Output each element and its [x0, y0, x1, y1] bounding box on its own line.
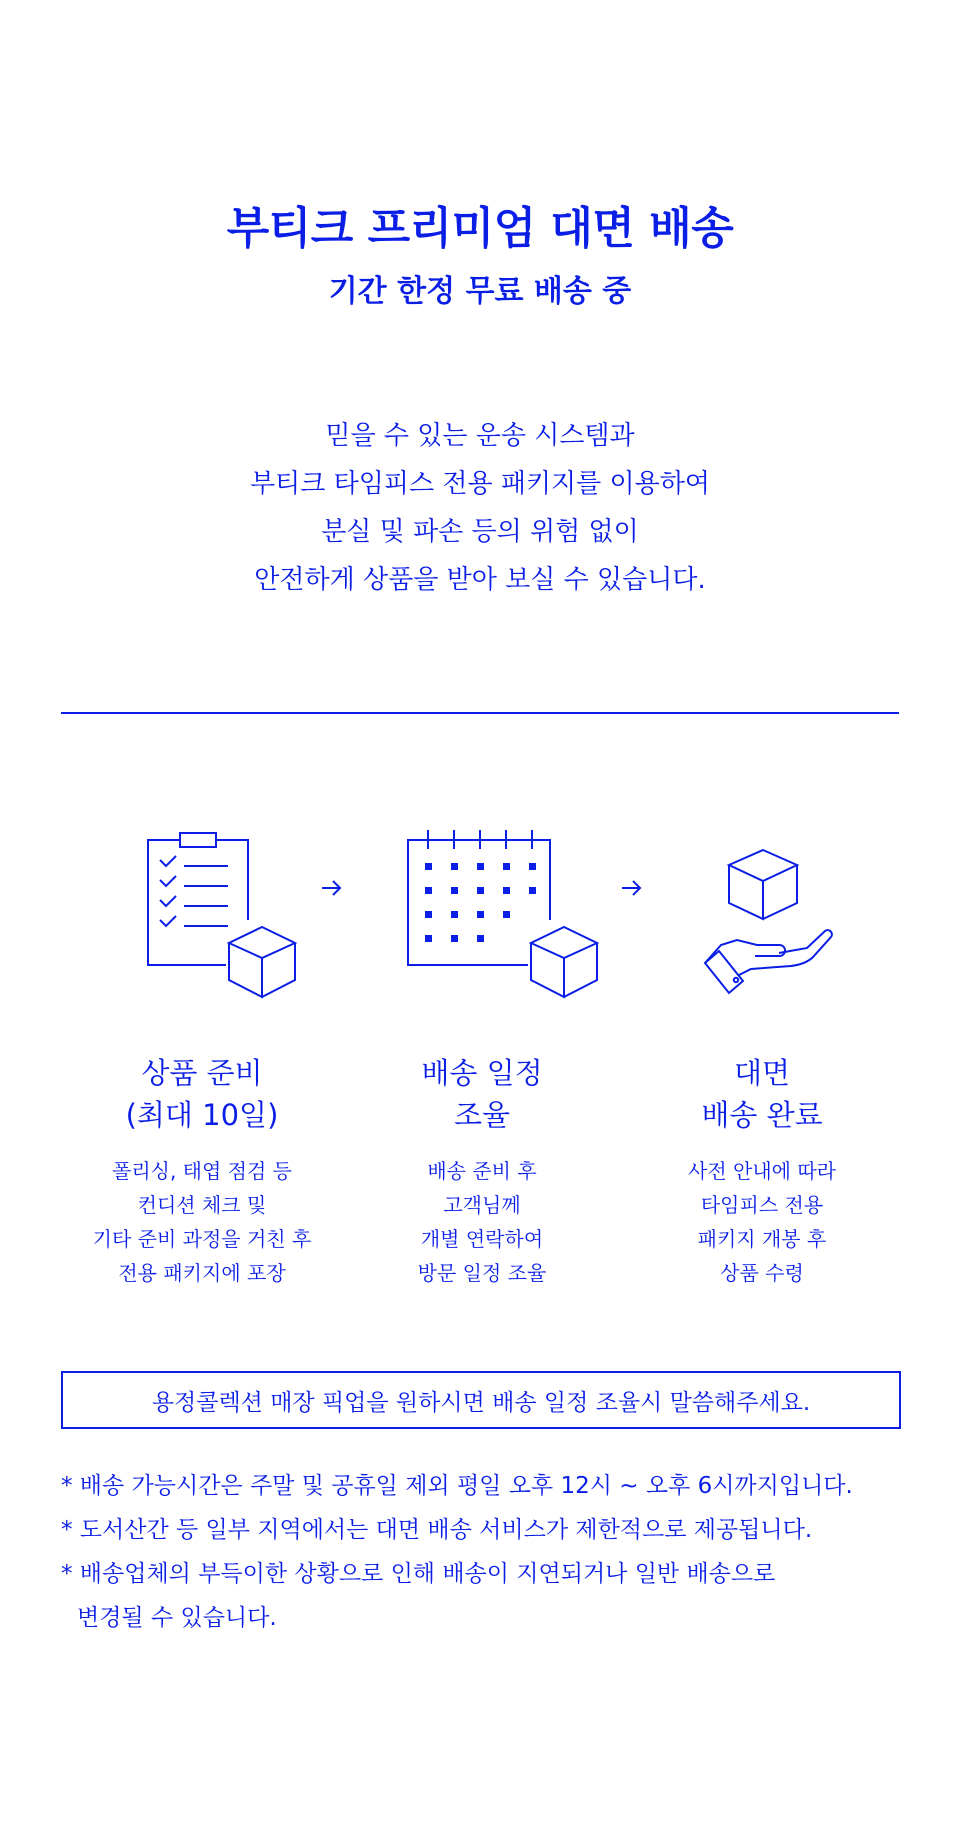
arrow-right-icon — [620, 878, 644, 898]
step-desc-line: 기타 준비 과정을 거친 후 — [92, 1227, 312, 1251]
arrow-right-icon — [320, 878, 344, 898]
step-title-prepare — [62, 1052, 342, 1136]
intro-text — [0, 412, 960, 604]
intro-line: 부티크 타임피스 전용 패키지를 이용하여 — [249, 469, 711, 499]
hand-box-icon — [695, 845, 835, 1010]
calendar-box-icon — [400, 825, 600, 1005]
note-line: * 배송업체의 부득이한 상황으로 인해 배송이 지연되거나 일반 배송으로 — [61, 1561, 776, 1587]
step-title-line: (최대 10일) — [125, 1098, 279, 1132]
step-desc-prepare — [62, 1154, 342, 1290]
step-desc-line: 방문 일정 조율 — [417, 1261, 547, 1285]
step-title-line: 배송 완료 — [701, 1098, 823, 1132]
pickup-notice-text: 용정콜렉션 매장 픽업을 원하시면 배송 일정 조율시 말씀해주세요. — [151, 1389, 811, 1416]
step-desc-line: 고객님께 — [443, 1193, 521, 1217]
step-desc-line: 상품 수령 — [720, 1261, 804, 1285]
delivery-notes — [61, 1464, 921, 1640]
intro-line: 분실 및 파손 등의 위험 없이 — [321, 517, 639, 547]
step-desc-line: 타임피스 전용 — [700, 1193, 824, 1217]
step-desc-complete — [622, 1154, 902, 1290]
step-desc-line: 패키지 개봉 후 — [697, 1227, 827, 1251]
clipboard-box-icon — [140, 825, 300, 1005]
step-title-line: 조율 — [453, 1098, 511, 1132]
step-title-complete — [622, 1052, 902, 1136]
step-title-schedule — [342, 1052, 622, 1136]
step-title-line: 대면 — [733, 1056, 791, 1090]
pickup-notice-box — [61, 1371, 901, 1429]
step-desc-line: 폴리싱, 태엽 점검 등 — [112, 1159, 292, 1183]
step-desc-line: 개별 연락하여 — [420, 1227, 544, 1251]
step-desc-schedule — [342, 1154, 622, 1290]
section-divider — [61, 712, 899, 714]
page-title: 부티크 프리미엄 대면 배송 — [226, 203, 734, 254]
step-title-line: 상품 준비 — [141, 1056, 263, 1090]
intro-line: 안전하게 상품을 받아 보실 수 있습니다. — [254, 565, 706, 595]
note-line-continuation: 변경될 수 있습니다. — [77, 1605, 277, 1631]
step-desc-line: 전용 패키지에 포장 — [118, 1261, 286, 1285]
step-desc-line: 사전 안내에 따라 — [688, 1159, 836, 1183]
note-line: * 도서산간 등 일부 지역에서는 대면 배송 서비스가 제한적으로 제공됩니다. — [61, 1517, 813, 1543]
page-subtitle: 기간 한정 무료 배송 중 — [328, 274, 632, 309]
step-desc-line: 컨디션 체크 및 — [137, 1193, 267, 1217]
step-desc-line: 배송 준비 후 — [427, 1159, 537, 1183]
intro-line: 믿을 수 있는 운송 시스템과 — [325, 421, 635, 451]
note-line: * 배송 가능시간은 주말 및 공휴일 제외 평일 오후 12시 ~ 오후 6시까지입니다. — [61, 1473, 853, 1499]
step-title-line: 배송 일정 — [421, 1056, 543, 1090]
